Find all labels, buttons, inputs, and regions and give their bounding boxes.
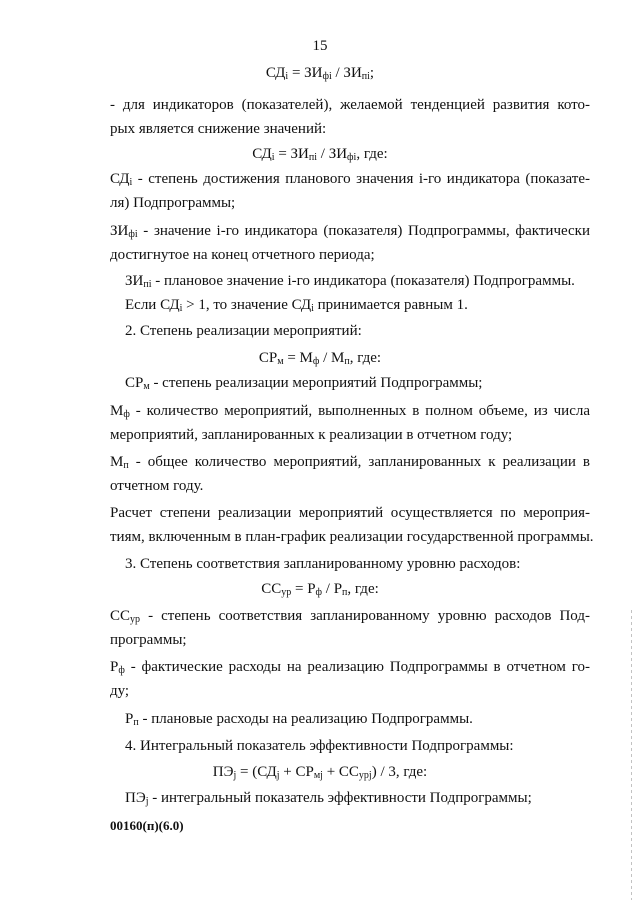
footer-code: 00160(п)(6.0)	[110, 818, 184, 833]
text-line: ду;	[110, 683, 130, 699]
text-line: отчетном году.	[110, 478, 204, 494]
text-line: $Р_ф$ - фактические расходы на реализацию Подпрограммы в отчетном го-	[110, 659, 590, 676]
text-line: достигнутое на конец отчетного периода;	[110, 247, 375, 263]
text-line: $М_п$ - общее количество мероприятий, запланированных к реализации в	[110, 454, 590, 471]
section-heading-2: 2. Степень реализации мероприятий:	[125, 323, 362, 339]
page-number: 15	[312, 38, 328, 54]
text-line: $ЗИ_{пі}$ - плановое значение і-го индикатора (показателя) Подпрограммы.	[125, 273, 575, 290]
text-line: ля) Подпрограммы;	[110, 195, 236, 211]
text-line: $ПЭ_j$ - интегральный показатель эффективности Подпрограммы;	[125, 790, 532, 807]
text-line: мероприятий, запланированных к реализации в отчетном году;	[110, 427, 513, 443]
formula-ssur: $СС_{ур} = Р_ф / Р_п$, где:	[261, 581, 379, 598]
text-line: Расчет степени реализации мероприятий осуществляется по мероприя-	[110, 505, 590, 521]
text-line: программы;	[110, 632, 187, 648]
text-line: Если $СД_і > 1$, то значение $СД_і$ принимается равным 1.	[125, 297, 468, 314]
section-heading-4: 4. Интегральный показатель эффективности Подпрограммы:	[125, 738, 514, 754]
text-line: $СС_{ур}$ - степень соответствия запланированному уровню расходов Под-	[110, 608, 590, 625]
formula-pe: $ПЭ_j = (СД_j + СР_{мj} + СС_{урj}) / 3$, где:	[212, 764, 428, 781]
text-line: $М_ф$ - количество мероприятий, выполненных в полном объеме, из числа	[110, 403, 590, 420]
text-line: $Р_п$ - плановые расходы на реализацию Подпрограммы.	[125, 711, 473, 728]
section-heading-3: 3. Степень соответствия запланированному уровню расходов:	[125, 556, 521, 572]
formula-sd-decrease: $СД_і = ЗИ_{пі} / ЗИ_{фі}$, где:	[252, 146, 388, 163]
formula-sd-increase: $СД_і = ЗИ_{фі} / ЗИ_{пі}$;	[265, 65, 375, 82]
text-line: $СР_м$ - степень реализации мероприятий Подпрограммы;	[125, 375, 483, 392]
text-line: тиям, включенным в план-график реализации государственной программы.	[110, 529, 594, 545]
text-line: - для индикаторов (показателей), желаемой тенденцией развития кото-	[110, 97, 590, 113]
text-line: $ЗИ_{фі}$ - значение і-го индикатора (показателя) Подпрограммы, фактически	[110, 223, 590, 240]
text-line: рых является снижение значений:	[110, 121, 327, 137]
text-line: $СД_і$ - степень достижения планового значения і-го индикатора (показате-	[110, 171, 590, 188]
formula-srm: $СР_м = М_ф / М_п$, где:	[258, 350, 382, 367]
scan-edge-mark	[631, 610, 632, 900]
